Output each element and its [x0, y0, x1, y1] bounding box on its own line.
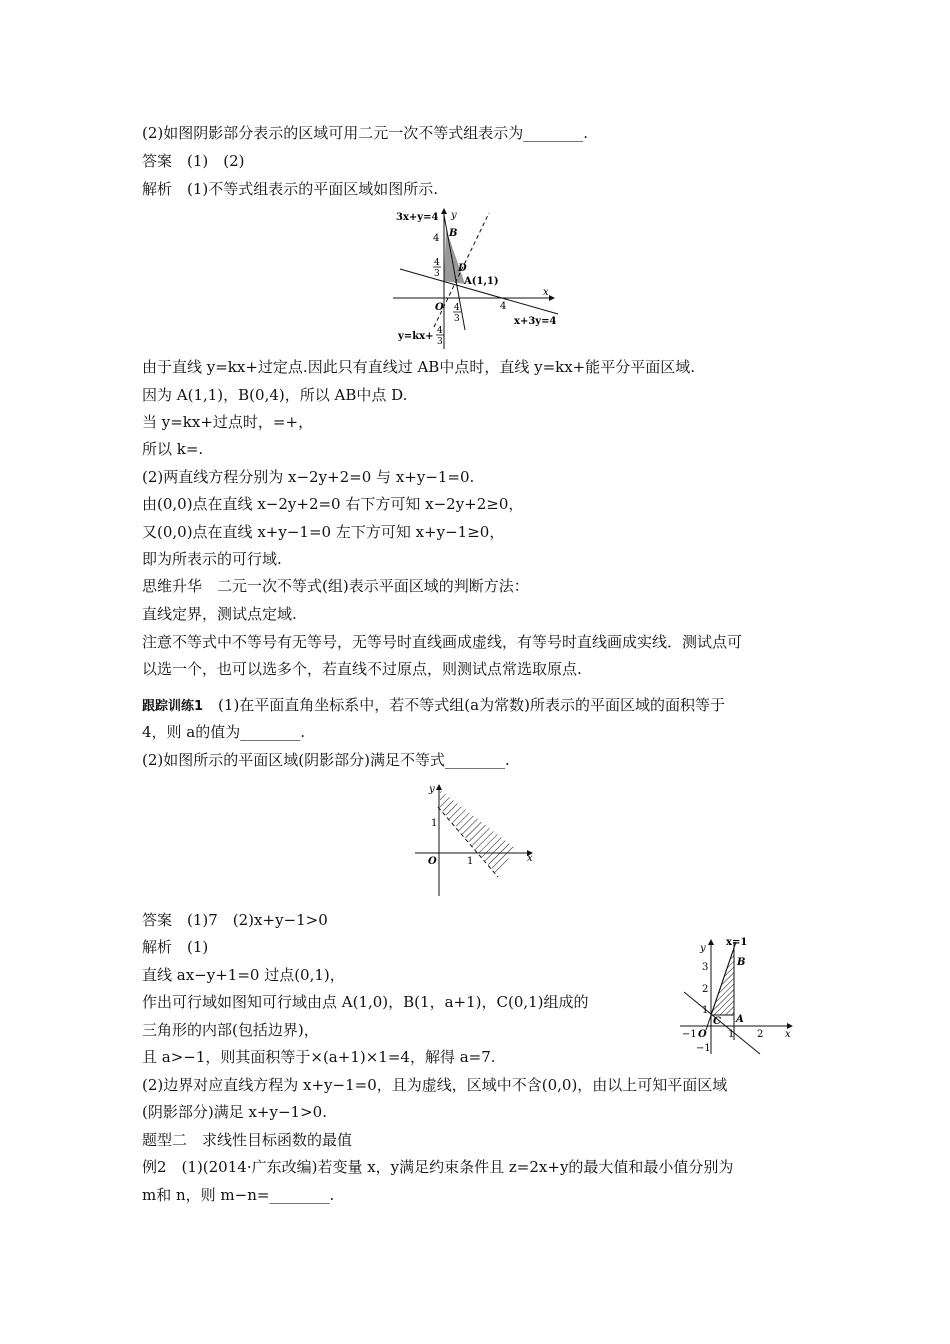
label-four-y: 4: [433, 233, 440, 244]
text-line-7: 所以 k=.: [142, 440, 204, 458]
section-heading: 题型二 求线性目标函数的最值: [142, 1131, 353, 1149]
text-line-16: [142, 695, 725, 717]
label-y-axis: y: [429, 784, 435, 795]
label-eq-bottom: y=kx+: [398, 331, 434, 342]
label-four-x: 4: [500, 301, 507, 312]
text-line-8: (2)两直线方程分别为 x−2y+2=0 与 x+y−1=0.: [142, 468, 475, 486]
label-eq-right: x+3y=4: [514, 316, 557, 327]
text-line-24: 且 a>−1，则其面积等于×(a+1)×1=4，解得 a=7.: [142, 1048, 496, 1066]
figure-2-half-plane-graph: [410, 780, 545, 898]
text-line-28: 例2 (1)(2014·广东改编)若变量 x，y满足约束条件且 z=2x+y的最大值和最小值分别为: [142, 1158, 734, 1176]
label-point-B: B: [449, 228, 458, 239]
label-point-A: A(1,1): [464, 276, 499, 287]
label-y-axis: y: [451, 210, 457, 221]
label-origin: O: [698, 1029, 707, 1040]
text-line-23: 三角形的内部(包括边界)，: [142, 1021, 319, 1039]
label-two-x: 2: [757, 1029, 764, 1040]
text-line-10: 又(0,0)点在直线 x+y−1=0 左下方可知 x+y−1≥0，: [142, 523, 505, 541]
label-frac-num-eq: 4: [437, 326, 443, 336]
text-line-26: (阴影部分)满足 x+y−1>0.: [142, 1103, 327, 1121]
analysis-line: 解析 (1)不等式组表示的平面区域如图所示.: [142, 180, 439, 198]
figure-3-triangle-graph: [676, 934, 800, 1058]
label-frac-num-y: 4: [434, 258, 440, 268]
answer-line: 答案 (1) (2): [142, 152, 245, 170]
label-origin: O: [435, 302, 444, 313]
label-point-C: C: [713, 1016, 721, 1027]
label-one-y: 1: [431, 818, 438, 829]
label-one-y: 1: [702, 1005, 709, 1016]
label-one-x: 1: [728, 1029, 735, 1040]
hatched-region: [440, 790, 515, 876]
label-two-y: 2: [702, 984, 709, 995]
label-point-B: B: [737, 957, 746, 968]
label-x-eq-1: x=1: [726, 937, 748, 948]
text-line-20: 解析 (1): [142, 938, 209, 956]
figure-1-region-graph: [388, 203, 566, 351]
text-line-5: 因为 A(1,1)，B(0,4)，所以 AB中点 D.: [142, 386, 408, 404]
text-line-22: 作出可行域如图知可行域由点 A(1,0)，B(1，a+1)，C(0,1)组成的: [142, 993, 589, 1011]
question-2-stem: (2)如图阴影部分表示的区域可用二元一次不等式组表示为________.: [142, 124, 589, 142]
tracking-training-label: 跟踪训练1: [142, 699, 204, 714]
text-line-12: 思维升华 二元一次不等式(组)表示平面区域的判断方法：: [142, 577, 529, 595]
text-line-15: 以选一个，也可以选多个，若直线不过原点，则测试点常选取原点.: [142, 660, 582, 678]
text-line-25: (2)边界对应直线方程为 x+y−1=0，且为虚线，区域中不含(0,0)，由以上可知平面区域: [142, 1076, 728, 1094]
text-line-21: 直线 ax−y+1=0 过点(0,1)，: [142, 966, 345, 984]
label-x-axis: x: [543, 287, 549, 298]
label-point-A: A: [736, 1014, 744, 1025]
text-line-14: 注意不等式中不等号有无等号，无等号时直线画成虚线，有等号时直线画成实线．测试点可: [142, 633, 743, 651]
text-line-11: 即为所表示的可行域.: [142, 550, 282, 568]
text-line-9: 由(0,0)点在直线 x−2y+2=0 右下方可知 x−2y+2≥0，: [142, 495, 524, 513]
label-one-x: 1: [467, 856, 474, 867]
label-y-axis: y: [700, 943, 706, 954]
text-line-29: m和 n，则 m−n=________.: [142, 1186, 335, 1204]
label-frac-num-x: 4: [454, 303, 460, 313]
label-frac-den-x: 3: [454, 314, 460, 324]
text-line-4: 由于直线 y=kx+过定点.因此只有直线过 AB中点时，直线 y=kx+能平分平面区域.: [142, 358, 696, 376]
label-neg1-x: −1: [682, 1029, 697, 1040]
label-point-D: D: [458, 263, 467, 274]
text-line-6: 当 y=kx+过点时，=+，: [142, 413, 314, 431]
tracking-training-text: (1)在平面直角坐标系中，若不等式组(a为常数)所表示的平面区域的面积等于: [203, 696, 725, 714]
label-neg1-y: −1: [696, 1043, 711, 1054]
label-frac-den-eq: 3: [437, 337, 443, 347]
text-line-18: (2)如图所示的平面区域(阴影部分)满足不等式________.: [142, 751, 510, 769]
label-three: 3: [702, 962, 709, 973]
text-line-19: 答案 (1)7 (2)x+y−1>0: [142, 911, 328, 929]
text-line-13: 直线定界，测试点定域.: [142, 605, 297, 623]
label-eq-top: 3x+y=4: [396, 212, 439, 223]
label-x-axis: x: [527, 853, 533, 864]
text-line-17: 4，则 a的值为________.: [142, 723, 306, 741]
label-origin: O: [428, 856, 437, 867]
label-x-axis: x: [785, 1029, 791, 1040]
label-frac-den-y: 3: [434, 269, 440, 279]
